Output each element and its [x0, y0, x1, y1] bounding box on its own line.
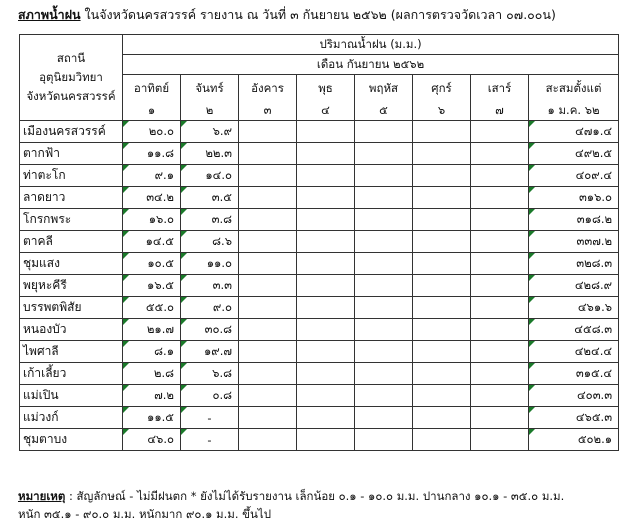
empty-cell	[239, 275, 297, 297]
page-title	[18, 5, 556, 25]
table-row	[20, 385, 619, 407]
empty-cell	[297, 363, 355, 385]
table-row	[20, 297, 619, 319]
rain-cell-d1: ๗.๒	[123, 385, 181, 407]
rain-cell-d1: ๑๐.๕	[123, 253, 181, 275]
cumulative-cell: ๔๖๕.๓	[529, 407, 619, 429]
rain-cell-d2: ๙.๐	[181, 297, 239, 319]
table-row	[20, 143, 619, 165]
station-name: หนองบัว	[20, 319, 123, 341]
station-name: เก้าเลี้ยว	[20, 363, 123, 385]
rain-cell-d2: -	[181, 407, 239, 429]
empty-cell	[471, 209, 529, 231]
empty-cell	[355, 187, 413, 209]
rain-cell-d1: ๑๑.๘	[123, 143, 181, 165]
empty-cell	[471, 385, 529, 407]
table-row	[20, 209, 619, 231]
empty-cell	[413, 187, 471, 209]
empty-cell	[413, 253, 471, 275]
empty-cell	[413, 209, 471, 231]
rain-cell-d2: ๖.๘	[181, 363, 239, 385]
rain-cell-d2: ๑๙.๗	[181, 341, 239, 363]
cumulative-cell: ๔๗๑.๔	[529, 121, 619, 143]
rain-cell-d1: ๘.๑	[123, 341, 181, 363]
day-header-7: เสาร์ ๗	[471, 75, 529, 121]
empty-cell	[471, 231, 529, 253]
empty-cell	[355, 319, 413, 341]
empty-cell	[413, 407, 471, 429]
day-header-6: ศุกร์ ๖	[413, 75, 471, 121]
empty-cell	[355, 407, 413, 429]
rain-cell-d2: ๒๒.๓	[181, 143, 239, 165]
empty-cell	[297, 275, 355, 297]
empty-cell	[355, 297, 413, 319]
empty-cell	[413, 385, 471, 407]
cumulative-cell: ๔๒๔.๔	[529, 341, 619, 363]
table-row	[20, 341, 619, 363]
rain-cell-d1: ๒.๘	[123, 363, 181, 385]
empty-cell	[297, 121, 355, 143]
empty-cell	[471, 429, 529, 451]
station-name: เมืองนครสวรรค์	[20, 121, 123, 143]
station-name: ลาดยาว	[20, 187, 123, 209]
station-name: พยุหะคีรี	[20, 275, 123, 297]
title-heading: สภาพน้ำฝน	[18, 7, 81, 22]
title-text: ในจังหวัดนครสวรรค์ รายงาน ณ วันที่ ๓ กันยายน ๒๕๖๒ (ผลการตรวจวัดเวลา ๐๗.๐๐น)	[84, 7, 556, 22]
station-name: ตากฟ้า	[20, 143, 123, 165]
station-name: ไพศาลี	[20, 341, 123, 363]
rain-cell-d1: ๑๖.๐	[123, 209, 181, 231]
table-row	[20, 363, 619, 385]
empty-cell	[239, 363, 297, 385]
empty-cell	[239, 385, 297, 407]
table-row	[20, 231, 619, 253]
cumulative-cell: ๓๓๗.๒	[529, 231, 619, 253]
empty-cell	[471, 319, 529, 341]
empty-cell	[239, 143, 297, 165]
day-header-1: อาทิตย์ ๑	[123, 75, 181, 121]
rain-cell-d2: ๓.๘	[181, 209, 239, 231]
empty-cell	[471, 121, 529, 143]
rain-cell-d1: ๑๖.๕	[123, 275, 181, 297]
cumulative-cell: ๔๐๓.๓	[529, 385, 619, 407]
empty-cell	[413, 275, 471, 297]
table-row	[20, 121, 619, 143]
table-row	[20, 429, 619, 451]
month-header: เดือน กันยายน ๒๕๖๒	[123, 55, 619, 75]
day-header-4: พุธ ๔	[297, 75, 355, 121]
empty-cell	[239, 407, 297, 429]
rain-cell-d1: ๓๔.๒	[123, 187, 181, 209]
empty-cell	[297, 385, 355, 407]
station-name: แม่วงก์	[20, 407, 123, 429]
empty-cell	[413, 341, 471, 363]
empty-cell	[413, 363, 471, 385]
rain-cell-d1: ๒๐.๐	[123, 121, 181, 143]
empty-cell	[355, 209, 413, 231]
empty-cell	[355, 275, 413, 297]
cumulative-cell: ๔๕๘.๓	[529, 319, 619, 341]
empty-cell	[355, 253, 413, 275]
rain-cell-d2: ๓.๓	[181, 275, 239, 297]
empty-cell	[239, 187, 297, 209]
empty-cell	[355, 121, 413, 143]
station-name: แม่เปิน	[20, 385, 123, 407]
cumulative-cell: ๔๙๒.๕	[529, 143, 619, 165]
cumulative-cell: ๓๑๖.๐	[529, 187, 619, 209]
empty-cell	[413, 121, 471, 143]
cumulative-cell: ๔๖๑.๖	[529, 297, 619, 319]
empty-cell	[355, 385, 413, 407]
rain-cell-d1: ๑๑.๕	[123, 407, 181, 429]
remark	[18, 487, 628, 523]
cumulative-cell: ๔๒๘.๙	[529, 275, 619, 297]
empty-cell	[413, 297, 471, 319]
rain-cell-d2: ๐.๘	[181, 385, 239, 407]
cumulative-cell: ๓๑๕.๔	[529, 363, 619, 385]
table-row	[20, 319, 619, 341]
empty-cell	[239, 341, 297, 363]
station-name: ชุมตาบง	[20, 429, 123, 451]
empty-cell	[297, 253, 355, 275]
empty-cell	[355, 165, 413, 187]
station-name: ชุมแสง	[20, 253, 123, 275]
empty-cell	[355, 429, 413, 451]
table-row	[20, 253, 619, 275]
station-name: บรรพตพิสัย	[20, 297, 123, 319]
empty-cell	[413, 165, 471, 187]
rainfall-table	[19, 34, 619, 451]
day-header-5: พฤหัส ๕	[355, 75, 413, 121]
empty-cell	[471, 143, 529, 165]
empty-cell	[297, 429, 355, 451]
empty-cell	[239, 319, 297, 341]
rain-cell-d2: ๑๑.๐	[181, 253, 239, 275]
empty-cell	[413, 319, 471, 341]
station-name: โกรกพระ	[20, 209, 123, 231]
rain-cell-d2: ๖.๙	[181, 121, 239, 143]
empty-cell	[355, 363, 413, 385]
empty-cell	[471, 297, 529, 319]
station-header: สถานี อุตุนิยมวิทยา จังหวัดนครสวรรค์	[20, 35, 123, 121]
remark-label: หมายเหตุ	[18, 489, 66, 503]
cumulative-header: สะสมตั้งแต่ ๑ ม.ค. ๖๒	[529, 75, 619, 121]
rain-cell-d1: ๑๔.๕	[123, 231, 181, 253]
empty-cell	[239, 297, 297, 319]
table-row	[20, 407, 619, 429]
cumulative-cell: ๔๐๙.๔	[529, 165, 619, 187]
table-row	[20, 275, 619, 297]
remark-line-1: : สัญลักษณ์ - ไม่มีฝนตก * ยังไม่ได้รับรายงาน เล็กน้อย ๐.๑ - ๑๐.๐ ม.ม. ปานกลาง ๑๐.๑ - ๓๕.๐ ม.ม.	[69, 489, 565, 503]
empty-cell	[297, 407, 355, 429]
empty-cell	[471, 407, 529, 429]
empty-cell	[297, 165, 355, 187]
rain-cell-d2: ๘.๖	[181, 231, 239, 253]
empty-cell	[471, 363, 529, 385]
cumulative-cell: ๓๒๘.๓	[529, 253, 619, 275]
rain-header: ปริมาณน้ำฝน (ม.ม.)	[123, 35, 619, 55]
day-header-2: จันทร์ ๒	[181, 75, 239, 121]
rain-cell-d2: -	[181, 429, 239, 451]
empty-cell	[239, 253, 297, 275]
empty-cell	[239, 165, 297, 187]
empty-cell	[471, 275, 529, 297]
rain-cell-d1: ๔๖.๐	[123, 429, 181, 451]
empty-cell	[413, 231, 471, 253]
rain-cell-d1: ๕๕.๐	[123, 297, 181, 319]
station-name: ท่าตะโก	[20, 165, 123, 187]
empty-cell	[471, 341, 529, 363]
empty-cell	[355, 341, 413, 363]
empty-cell	[297, 187, 355, 209]
empty-cell	[355, 231, 413, 253]
empty-cell	[297, 341, 355, 363]
cumulative-cell: ๓๑๘.๒	[529, 209, 619, 231]
empty-cell	[471, 165, 529, 187]
empty-cell	[471, 253, 529, 275]
empty-cell	[239, 121, 297, 143]
rain-cell-d2: ๓๐.๘	[181, 319, 239, 341]
empty-cell	[297, 143, 355, 165]
rain-cell-d2: ๑๔.๐	[181, 165, 239, 187]
empty-cell	[239, 231, 297, 253]
empty-cell	[239, 209, 297, 231]
empty-cell	[239, 429, 297, 451]
empty-cell	[297, 319, 355, 341]
table-row	[20, 187, 619, 209]
empty-cell	[413, 429, 471, 451]
empty-cell	[297, 231, 355, 253]
empty-cell	[297, 209, 355, 231]
remark-line-2: หนัก ๓๕.๑ - ๙๐.๐ ม.ม. หนักมาก ๙๐.๑ ม.ม. ขึ้นไป	[18, 507, 271, 521]
rain-cell-d1: ๒๑.๗	[123, 319, 181, 341]
day-header-3: อังคาร ๓	[239, 75, 297, 121]
station-name: ตาคลี	[20, 231, 123, 253]
empty-cell	[413, 143, 471, 165]
cumulative-cell: ๕๐๒.๑	[529, 429, 619, 451]
table-row	[20, 165, 619, 187]
empty-cell	[471, 187, 529, 209]
empty-cell	[297, 297, 355, 319]
rain-cell-d2: ๓.๕	[181, 187, 239, 209]
rain-cell-d1: ๙.๑	[123, 165, 181, 187]
empty-cell	[355, 143, 413, 165]
